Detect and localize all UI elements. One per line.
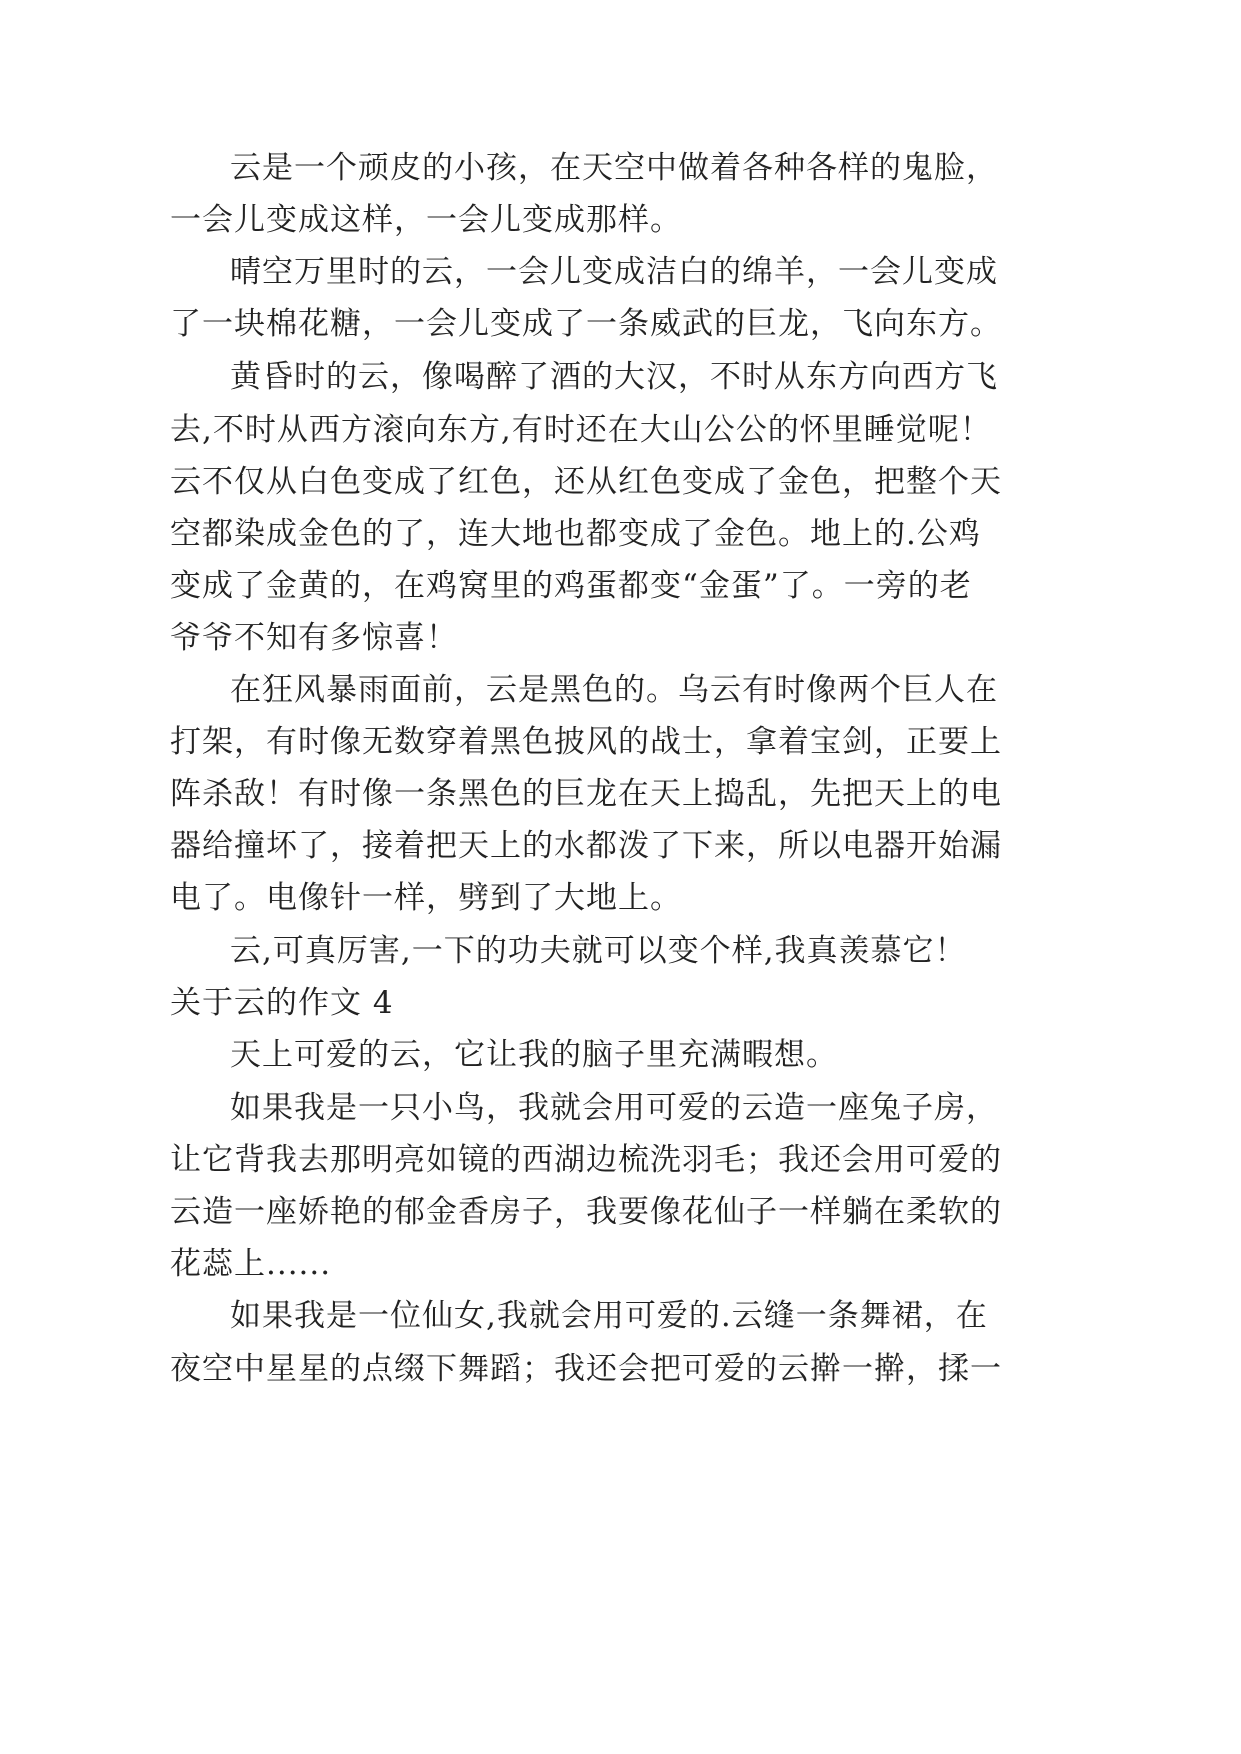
text-line-2: 一会儿变成这样，一会儿变成那样。 bbox=[170, 202, 682, 238]
text-line-9: 变成了金黄的，在鸡窝里的鸡蛋都变“金蛋”了。一旁的老 bbox=[170, 568, 972, 604]
text-line-12: 打架，有时像无数穿着黑色披风的战士，拿着宝剑，正要上 bbox=[170, 724, 1002, 760]
text-line-5: 黄昏时的云，像喝醉了酒的大汉，不时从东方向西方飞 bbox=[230, 359, 998, 395]
text-line-1: 云是一个顽皮的小孩，在天空中做着各种各样的鬼脸， bbox=[230, 150, 998, 186]
text-line-15: 电了。电像针一样，劈到了大地上。 bbox=[170, 880, 682, 916]
text-line-22: 花蕊上...... bbox=[170, 1246, 332, 1282]
text-line-19: 如果我是一只小鸟，我就会用可爱的云造一座兔子房， bbox=[230, 1090, 998, 1126]
text-line-21: 云造一座娇艳的郁金香房子，我要像花仙子一样躺在柔软的 bbox=[170, 1194, 1002, 1230]
text-line-6: 去,不时从西方滚向东方,有时还在大山公公的怀里睡觉呢！ bbox=[170, 412, 992, 448]
text-line-8: 空都染成金色的了，连大地也都变成了金色。地上的.公鸡 bbox=[170, 516, 981, 552]
text-line-11: 在狂风暴雨面前，云是黑色的。乌云有时像两个巨人在 bbox=[230, 672, 998, 708]
section-heading: 关于云的作文 4 bbox=[170, 985, 394, 1021]
text-line-24: 夜空中星星的点缀下舞蹈；我还会把可爱的云擀一擀，揉一 bbox=[170, 1351, 1002, 1387]
text-line-4: 了一块棉花糖，一会儿变成了一条威武的巨龙，飞向东方。 bbox=[170, 306, 1002, 342]
text-line-7: 云不仅从白色变成了红色，还从红色变成了金色，把整个天 bbox=[170, 464, 1002, 500]
text-line-20: 让它背我去那明亮如镜的西湖边梳洗羽毛；我还会用可爱的 bbox=[170, 1142, 1002, 1178]
text-line-14: 器给撞坏了，接着把天上的水都泼了下来，所以电器开始漏 bbox=[170, 828, 1002, 864]
text-line-18: 天上可爱的云，它让我的脑子里充满暇想。 bbox=[230, 1037, 838, 1073]
text-line-23: 如果我是一位仙女,我就会用可爱的.云缝一条舞裙，在 bbox=[230, 1298, 988, 1334]
text-line-10: 爷爷不知有多惊喜！ bbox=[170, 620, 458, 656]
text-line-3: 晴空万里时的云，一会儿变成洁白的绵羊，一会儿变成 bbox=[230, 254, 998, 290]
text-line-16: 云,可真厉害,一下的功夫就可以变个样,我真羡慕它！ bbox=[230, 933, 967, 969]
text-line-13: 阵杀敌！有时像一条黑色的巨龙在天上捣乱，先把天上的电 bbox=[170, 776, 1002, 812]
